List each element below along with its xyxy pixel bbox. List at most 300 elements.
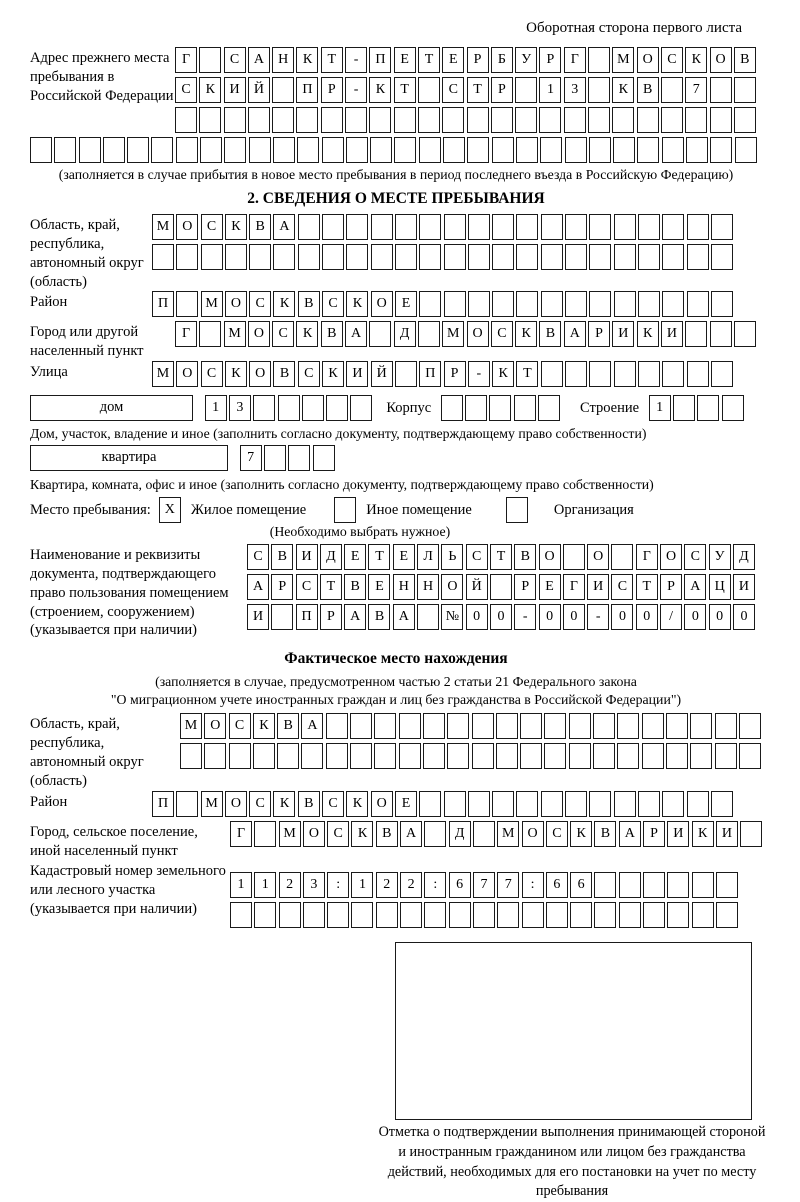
char-box: В: [249, 214, 271, 240]
cadastre-field: [30, 860, 762, 932]
char-box: [371, 244, 393, 270]
char-box: П: [296, 604, 318, 630]
char-box: [468, 214, 490, 240]
char-box: [565, 214, 587, 240]
char-box: [687, 791, 709, 817]
street-row: [152, 361, 735, 387]
char-box: О: [248, 321, 270, 347]
char-box: [424, 902, 446, 928]
char-box: Р: [321, 77, 343, 103]
char-box: [594, 872, 616, 898]
char-box: К: [692, 821, 714, 847]
char-box: 0: [636, 604, 658, 630]
char-box: К: [346, 791, 368, 817]
apartment-number-boxes: [240, 445, 337, 471]
char-box: [541, 361, 563, 387]
char-box: [271, 604, 293, 630]
char-box: Й: [466, 574, 488, 600]
char-box: А: [564, 321, 586, 347]
char-box: [690, 713, 712, 739]
char-box: С: [442, 77, 464, 103]
char-box: [522, 902, 544, 928]
char-box: Е: [394, 47, 416, 73]
char-box: М: [442, 321, 464, 347]
char-box: [589, 244, 611, 270]
char-box: [224, 107, 246, 133]
char-box: [444, 244, 466, 270]
char-box: [662, 791, 684, 817]
char-box: [326, 713, 348, 739]
char-box: [465, 395, 487, 421]
char-box: [516, 137, 538, 163]
district-field: [30, 291, 762, 321]
char-box: А: [273, 214, 295, 240]
char-box: К: [492, 361, 514, 387]
char-box: К: [225, 214, 247, 240]
char-box: [589, 791, 611, 817]
char-box: [563, 544, 585, 570]
char-box: [667, 872, 689, 898]
char-box: [711, 361, 733, 387]
char-box: О: [522, 821, 544, 847]
region-row-2: [152, 244, 735, 270]
char-box: [666, 743, 688, 769]
char-box: Р: [444, 361, 466, 387]
char-box: [569, 713, 591, 739]
char-box: [520, 713, 542, 739]
char-box: -: [587, 604, 609, 630]
prev-address-note: (заполняется в случае прибытия в новое место пребывания в период последнего въезда в Российскую Федерацию): [58, 167, 734, 182]
char-box: Ь: [441, 544, 463, 570]
char-box: [662, 214, 684, 240]
char-box: Р: [491, 77, 513, 103]
char-box: И: [612, 321, 634, 347]
char-box: Т: [321, 47, 343, 73]
char-box: С: [249, 791, 271, 817]
char-box: С: [466, 544, 488, 570]
char-box: [565, 244, 587, 270]
char-box: [230, 902, 252, 928]
char-box: [492, 244, 514, 270]
char-box: [288, 445, 310, 471]
char-box: [277, 743, 299, 769]
char-box: О: [176, 361, 198, 387]
char-box: [538, 395, 560, 421]
char-box: С: [247, 544, 269, 570]
stay-type-option-other: Иное помещение: [366, 501, 472, 518]
char-box: О: [660, 544, 682, 570]
apartment-name-box: квартира: [30, 445, 228, 471]
char-box: [176, 137, 198, 163]
char-box: О: [371, 291, 393, 317]
char-box: 1: [351, 872, 373, 898]
char-box: Ц: [709, 574, 731, 600]
char-box: 3: [564, 77, 586, 103]
char-box: И: [587, 574, 609, 600]
char-box: [369, 321, 391, 347]
city-row: [175, 321, 758, 347]
char-box: [619, 872, 641, 898]
char-box: [716, 902, 738, 928]
char-box: [447, 743, 469, 769]
char-box: [253, 743, 275, 769]
char-box: 0: [490, 604, 512, 630]
char-box: [30, 137, 52, 163]
char-box: [515, 77, 537, 103]
street-field: [30, 361, 762, 391]
char-box: [544, 713, 566, 739]
char-box: 6: [449, 872, 471, 898]
char-box: О: [587, 544, 609, 570]
char-box: Н: [393, 574, 415, 600]
char-box: П: [369, 47, 391, 73]
char-box: Е: [368, 574, 390, 600]
char-box: 0: [539, 604, 561, 630]
char-box: [468, 791, 490, 817]
char-box: [612, 107, 634, 133]
char-box: 0: [563, 604, 585, 630]
char-box: П: [419, 361, 441, 387]
char-box: К: [296, 321, 318, 347]
char-box: О: [204, 713, 226, 739]
char-box: С: [322, 291, 344, 317]
char-box: 7: [240, 445, 262, 471]
char-box: [564, 107, 586, 133]
char-box: [662, 291, 684, 317]
char-box: 3: [303, 872, 325, 898]
char-box: [419, 291, 441, 317]
char-box: 1: [230, 872, 252, 898]
char-box: И: [247, 604, 269, 630]
char-box: Т: [394, 77, 416, 103]
char-box: [296, 107, 318, 133]
char-box: :: [327, 872, 349, 898]
korpus-label: Корпус: [386, 400, 432, 417]
stay-type-label: Место пребывания:: [30, 501, 151, 518]
char-box: В: [277, 713, 299, 739]
char-box: В: [368, 604, 390, 630]
char-box: [298, 244, 320, 270]
char-box: И: [224, 77, 246, 103]
char-box: Т: [516, 361, 538, 387]
char-box: Н: [272, 47, 294, 73]
char-box: [593, 713, 615, 739]
char-box: [376, 902, 398, 928]
char-box: [673, 395, 695, 421]
char-box: Р: [514, 574, 536, 600]
stay-type-checkbox-other: [334, 497, 356, 523]
stay-type-row: [30, 497, 762, 523]
char-box: К: [225, 361, 247, 387]
char-box: [249, 244, 271, 270]
char-box: У: [709, 544, 731, 570]
char-box: С: [249, 291, 271, 317]
char-box: [638, 244, 660, 270]
char-box: [301, 743, 323, 769]
char-box: [449, 902, 471, 928]
street-label: Улица: [30, 364, 68, 381]
char-box: [249, 137, 271, 163]
char-box: [326, 743, 348, 769]
char-box: П: [152, 291, 174, 317]
char-box: [692, 872, 714, 898]
actual-location-note-1: (заполняется в случае, предусмотренном частью 2 статьи 21 Федерального закона: [155, 674, 637, 690]
house-name-box: дом: [30, 395, 193, 421]
char-box: М: [279, 821, 301, 847]
char-box: 6: [546, 872, 568, 898]
district-row: [152, 291, 735, 317]
char-box: В: [271, 544, 293, 570]
char-box: С: [229, 713, 251, 739]
char-box: А: [248, 47, 270, 73]
char-box: [200, 137, 222, 163]
char-box: [687, 214, 709, 240]
char-box: 7: [473, 872, 495, 898]
char-box: [637, 107, 659, 133]
char-box: [467, 107, 489, 133]
stay-type-option-organization: Организация: [553, 501, 634, 518]
char-box: [424, 821, 446, 847]
char-box: [467, 137, 489, 163]
char-box: М: [612, 47, 634, 73]
char-box: К: [273, 291, 295, 317]
char-box: С: [322, 791, 344, 817]
char-box: В: [539, 321, 561, 347]
char-box: [614, 244, 636, 270]
char-box: [443, 137, 465, 163]
char-box: Т: [467, 77, 489, 103]
char-box: [468, 291, 490, 317]
document-label: Наименование и реквизиты документа, подтверждающего право пользования помещением (строением, сооружением) (указывается при наличии): [30, 547, 229, 639]
document-row-3: [247, 604, 757, 630]
char-box: М: [201, 291, 223, 317]
char-box: [734, 107, 756, 133]
char-box: [588, 77, 610, 103]
char-box: [224, 137, 246, 163]
char-box: Д: [394, 321, 416, 347]
char-box: [710, 107, 732, 133]
char-box: [516, 244, 538, 270]
confirmation-stamp-area: [395, 942, 752, 1120]
actual-location-title: Фактическое место нахождения: [284, 650, 508, 668]
char-box: Д: [733, 544, 755, 570]
char-box: И: [716, 821, 738, 847]
char-box: [152, 244, 174, 270]
char-box: К: [253, 713, 275, 739]
char-box: [643, 872, 665, 898]
char-box: [642, 713, 664, 739]
char-box: [199, 107, 221, 133]
char-box: Р: [660, 574, 682, 600]
char-box: [541, 291, 563, 317]
char-box: О: [441, 574, 463, 600]
char-box: [638, 291, 660, 317]
char-box: [685, 321, 707, 347]
char-box: [472, 713, 494, 739]
korpus-boxes: [441, 395, 562, 421]
char-box: К: [296, 47, 318, 73]
char-box: О: [467, 321, 489, 347]
char-box: В: [637, 77, 659, 103]
char-box: [264, 445, 286, 471]
char-box: Г: [175, 321, 197, 347]
char-box: [199, 321, 221, 347]
actual-region-row-1: [180, 713, 763, 739]
char-box: М: [497, 821, 519, 847]
char-box: Р: [588, 321, 610, 347]
char-box: В: [298, 791, 320, 817]
char-box: Т: [320, 574, 342, 600]
actual-city-row: [230, 821, 765, 847]
char-box: О: [249, 361, 271, 387]
char-box: У: [515, 47, 537, 73]
char-box: Г: [175, 47, 197, 73]
char-box: [710, 137, 732, 163]
char-box: [254, 821, 276, 847]
char-box: Г: [636, 544, 658, 570]
char-box: Д: [320, 544, 342, 570]
char-box: [313, 445, 335, 471]
char-box: Г: [230, 821, 252, 847]
char-box: [541, 244, 563, 270]
document-row-1: [247, 544, 757, 570]
char-box: [497, 902, 519, 928]
char-box: О: [225, 291, 247, 317]
char-box: [739, 713, 761, 739]
char-box: [662, 361, 684, 387]
char-box: К: [351, 821, 373, 847]
stroenie-boxes: [649, 395, 746, 421]
char-box: [667, 902, 689, 928]
char-box: [619, 902, 641, 928]
char-box: С: [546, 821, 568, 847]
char-box: Е: [442, 47, 464, 73]
char-box: Е: [344, 544, 366, 570]
char-box: [103, 137, 125, 163]
char-box: [541, 214, 563, 240]
char-box: [371, 214, 393, 240]
char-box: С: [201, 361, 223, 387]
char-box: 1: [539, 77, 561, 103]
char-box: А: [344, 604, 366, 630]
char-box: [321, 107, 343, 133]
char-box: С: [661, 47, 683, 73]
char-box: К: [612, 77, 634, 103]
stay-type-checkbox-residential: X: [159, 497, 181, 523]
district-label: Район: [30, 294, 68, 311]
char-box: [302, 395, 324, 421]
char-box: Е: [395, 291, 417, 317]
char-box: К: [199, 77, 221, 103]
apartment-note: Квартира, комната, офис и иное (заполнить согласно документу, подтверждающему право собственности): [30, 477, 654, 493]
char-box: О: [539, 544, 561, 570]
char-box: [539, 107, 561, 133]
char-box: [79, 137, 101, 163]
char-box: [472, 743, 494, 769]
char-box: А: [345, 321, 367, 347]
char-box: [395, 244, 417, 270]
char-box: [687, 291, 709, 317]
char-box: Р: [467, 47, 489, 73]
char-box: 1: [649, 395, 671, 421]
char-box: [570, 902, 592, 928]
page-header: Оборотная сторона первого листа: [526, 20, 742, 36]
char-box: [614, 291, 636, 317]
char-box: [638, 791, 660, 817]
char-box: [496, 743, 518, 769]
char-box: И: [661, 321, 683, 347]
char-box: Г: [564, 47, 586, 73]
char-box: [740, 821, 762, 847]
region-field: [30, 214, 762, 291]
char-box: 0: [733, 604, 755, 630]
cadastre-row-2: [230, 902, 740, 928]
char-box: [541, 791, 563, 817]
char-box: Г: [563, 574, 585, 600]
actual-city-label: Город, сельское поселение, иной населенный пункт: [30, 823, 198, 859]
char-box: -: [345, 47, 367, 73]
char-box: А: [400, 821, 422, 847]
char-box: П: [152, 791, 174, 817]
char-box: [346, 137, 368, 163]
char-box: Р: [320, 604, 342, 630]
char-box: [419, 244, 441, 270]
char-box: [614, 214, 636, 240]
char-box: [715, 743, 737, 769]
char-box: [297, 137, 319, 163]
char-box: В: [734, 47, 756, 73]
char-box: С: [491, 321, 513, 347]
char-box: [272, 77, 294, 103]
char-box: [279, 902, 301, 928]
char-box: О: [303, 821, 325, 847]
char-box: [589, 291, 611, 317]
char-box: Н: [417, 574, 439, 600]
char-box: [734, 77, 756, 103]
char-box: В: [594, 821, 616, 847]
char-box: [346, 244, 368, 270]
char-box: [395, 214, 417, 240]
char-box: Т: [490, 544, 512, 570]
house-note: Дом, участок, владение и иное (заполнить согласно документу, подтверждающему право собственности): [30, 426, 647, 442]
char-box: В: [344, 574, 366, 600]
char-box: М: [152, 214, 174, 240]
char-box: [722, 395, 744, 421]
stamp-note: Отметка о подтверждении выполнения принимающей стороной и иностранным гражданином или лицом без гражданства действий, необходимых для его постановки на учет по месту пребывания: [378, 1124, 766, 1200]
stay-type-option-residential: Жилое помещение: [190, 501, 307, 518]
char-box: [298, 214, 320, 240]
char-box: [711, 244, 733, 270]
char-box: [613, 137, 635, 163]
char-box: [322, 214, 344, 240]
char-box: 0: [611, 604, 633, 630]
char-box: [441, 395, 463, 421]
char-box: [419, 214, 441, 240]
char-box: М: [224, 321, 246, 347]
char-box: С: [296, 574, 318, 600]
prev-address-field: [30, 47, 762, 137]
char-box: [739, 743, 761, 769]
char-box: [565, 361, 587, 387]
char-box: Т: [368, 544, 390, 570]
char-box: [710, 321, 732, 347]
char-box: [662, 244, 684, 270]
char-box: [351, 902, 373, 928]
stay-type-checkbox-organization: [506, 497, 528, 523]
char-box: [273, 244, 295, 270]
char-box: [473, 821, 495, 847]
char-box: [614, 791, 636, 817]
